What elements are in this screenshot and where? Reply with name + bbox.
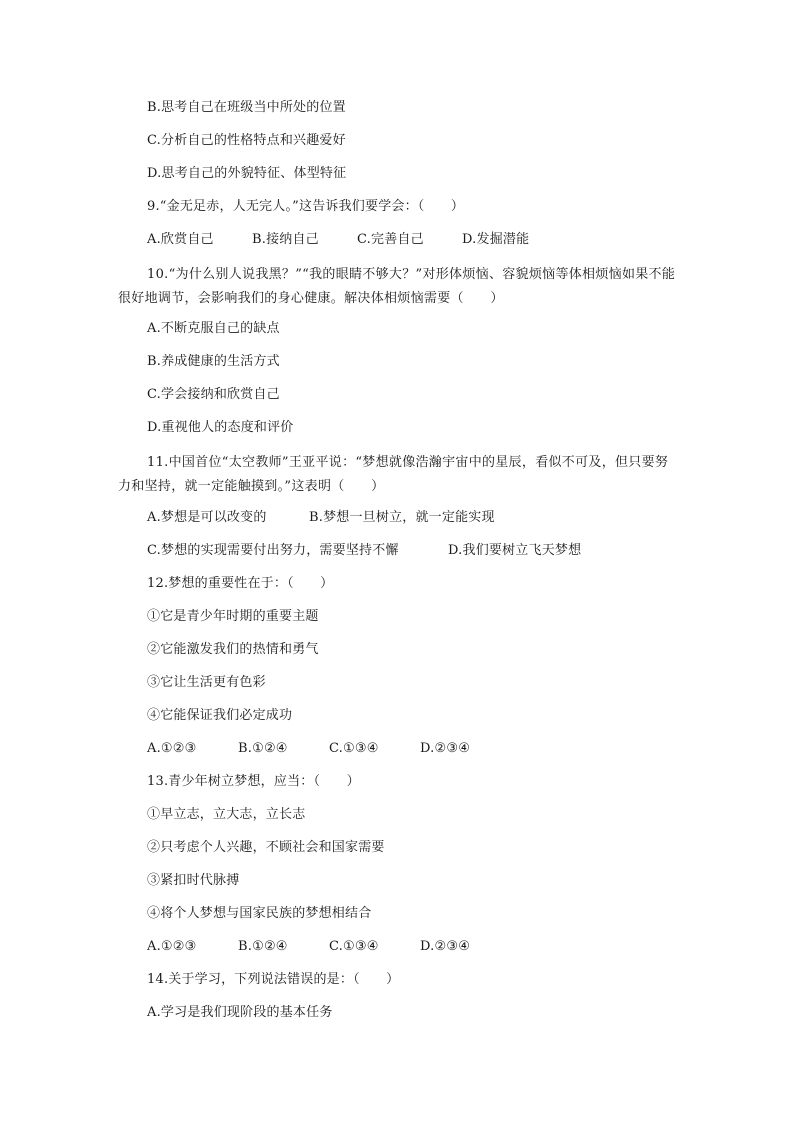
q10-option-d: D.重视他人的态度和评价: [147, 420, 294, 435]
q11-option-c: C.梦想的实现需要付出努力，需要坚持不懈: [147, 543, 399, 558]
q9-option-d: D.发掘潜能: [462, 232, 530, 247]
q11-options-row2: [147, 543, 582, 559]
q11-options-row1: [147, 510, 495, 526]
q9-option-b: B.接纳自己: [252, 232, 319, 247]
q10-option-c: C.学会接纳和欣赏自己: [147, 387, 280, 402]
q13-item-1: ①早立志，立大志，立长志: [147, 807, 306, 822]
q13-option-c: C.①③④: [329, 939, 379, 954]
q13-item-2: ②只考虑个人兴趣，不顾社会和国家需要: [147, 840, 385, 855]
q9-option-a: A.欣赏自己: [147, 232, 214, 247]
q10-stem: [118, 263, 678, 311]
q12-item-2: ②它能激发我们的热情和勇气: [147, 642, 319, 657]
q11-option-d: D.我们要树立飞天梦想: [448, 543, 582, 558]
q9-stem: 9.“金无足赤，人无完人。”这告诉我们要学会：（ ）: [147, 199, 465, 214]
q13-option-a: A.①②③: [147, 939, 197, 954]
q12-item-3: ③它让生活更有色彩: [147, 675, 266, 690]
q9-option-c: C.完善自己: [357, 232, 424, 247]
q12-option-a: A.①②③: [147, 741, 197, 756]
q11-option-b: B.梦想一旦树立，就一定能实现: [309, 510, 495, 525]
q14-stem: 14.关于学习，下列说法错误的是：（ ）: [147, 972, 400, 987]
q12-option-b: B.①②④: [238, 741, 288, 756]
q12-stem: 12.梦想的重要性在于：（ ）: [147, 576, 334, 591]
q13-stem: 13.青少年树立梦想，应当：（ ）: [147, 774, 360, 789]
q10-option-b: B.养成健康的生活方式: [147, 354, 280, 369]
q8-option-d: D.思考自己的外貌特征、体型特征: [147, 166, 347, 181]
q11-option-a: A.梦想是可以改变的: [147, 510, 267, 525]
q12-option-d: D.②③④: [420, 741, 471, 756]
q12-item-4: ④它能保证我们必定成功: [147, 708, 293, 723]
q8-option-b: B.思考自己在班级当中所处的位置: [147, 100, 346, 115]
q10-stem-text: 10.“为什么别人说我黑？”“我的眼睛不够大？”对形体烦恼、容貌烦恼等体相烦恼如果不能很好地调节，会影响我们的身心健康。解决体相烦恼需要（ ）: [118, 267, 676, 306]
q12-options: [147, 741, 471, 757]
q8-option-c: C.分析自己的性格特点和兴趣爱好: [147, 133, 346, 148]
q13-item-3: ③紧扣时代脉搏: [147, 873, 240, 888]
q14-option-a: A.学习是我们现阶段的基本任务: [147, 1005, 333, 1020]
q11-stem: [118, 451, 678, 499]
q12-item-1: ①它是青少年时期的重要主题: [147, 609, 319, 624]
q12-option-c: C.①③④: [329, 741, 379, 756]
q13-item-4: ④将个人梦想与国家民族的梦想相结合: [147, 906, 372, 921]
q11-stem-text: 11.中国首位“太空教师”王亚平说：“梦想就像浩瀚宇宙中的星辰，看似不可及，但只要努力和坚持，就一定能触摸到。”这表明（ ）: [118, 455, 669, 494]
q13-option-d: D.②③④: [420, 939, 471, 954]
q13-option-b: B.①②④: [238, 939, 288, 954]
q10-option-a: A.不断克服自己的缺点: [147, 321, 280, 336]
q13-options: [147, 939, 471, 955]
q9-options: [147, 232, 530, 248]
